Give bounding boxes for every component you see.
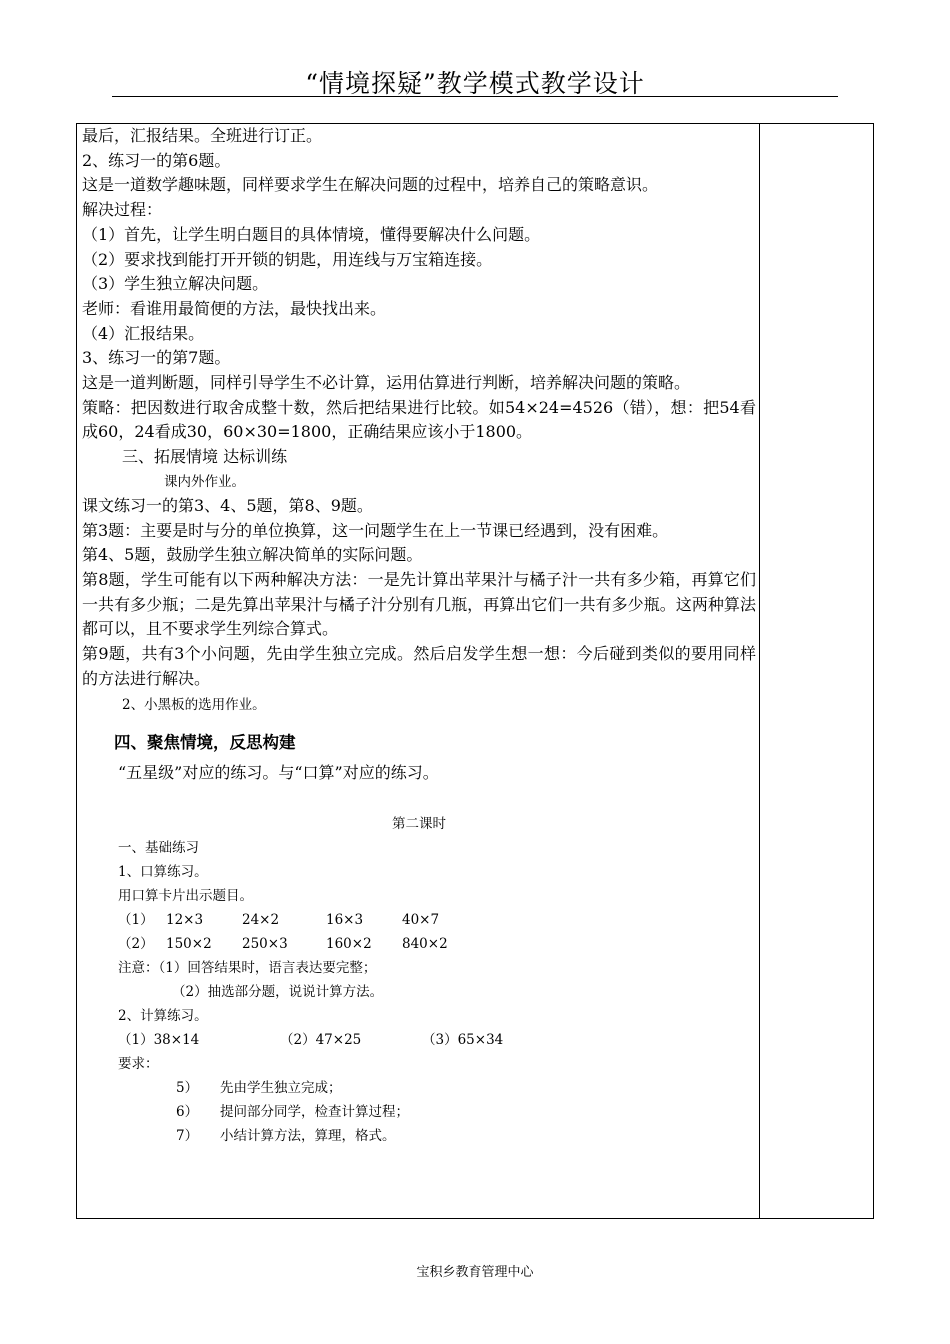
math-item: 24×2 <box>242 912 280 929</box>
row-label: （1） <box>118 912 154 929</box>
paragraph: （4）汇报结果。 <box>82 323 205 343</box>
paragraph: 策略：把因数进行取舍成整十数，然后把结果进行比较。如54×24=4526（错），想：把54看成60，24看成30，60×30=1800，正确结果应该小于1800。 <box>82 397 756 442</box>
math-item: 150×2 <box>166 936 212 953</box>
paragraph: 老师：看谁用最简便的方法，最快找出来。 <box>82 298 387 318</box>
math-item: （2）47×25 <box>280 1032 362 1049</box>
math-item: 12×3 <box>166 912 204 929</box>
paragraph: 第8题，学生可能有以下两种解决方法：一是先计算出苹果汁与橘子汁一共有多少箱，再算它们一共有多少瓶；二是先算出苹果汁与橘子汁分别有几瓶，再算出它们一共有多少瓶。这两种算法都可以，且不要求学生列综合算式。 <box>82 569 756 639</box>
requirement-number: 5） <box>176 1080 199 1097</box>
section-heading: 四、聚焦情境，反思构建 <box>114 733 296 753</box>
paragraph: 2、小黑板的选用作业。 <box>122 697 266 714</box>
oral-math-row <box>82 932 756 956</box>
lesson-title: 第二课时 <box>392 816 446 833</box>
paragraph: （2）要求找到能打开开锁的钥匙，用连线与万宝箱连接。 <box>82 249 493 269</box>
header-rule <box>112 96 838 97</box>
paragraph: 解决过程： <box>82 200 163 220</box>
paragraph: “五星级”对应的练习。与“口算”对应的练习。 <box>118 763 439 783</box>
page-title: “情境探疑”教学模式教学设计 <box>305 69 645 98</box>
requirement-number: 7） <box>176 1128 199 1145</box>
paragraph: 这是一道判断题，同样引导学生不必计算，运用估算进行判断，培养解决问题的策略。 <box>82 373 691 393</box>
math-item: 160×2 <box>326 936 372 953</box>
paragraph: 最后，汇报结果。全班进行订正。 <box>82 126 323 145</box>
paragraph: 2、练习一的第6题。 <box>82 150 231 170</box>
math-item: 840×2 <box>402 936 448 953</box>
paragraph: （2）抽选部分题，说说计算方法。 <box>172 984 384 1001</box>
paragraph: 这是一道数学趣味题，同样要求学生在解决问题的过程中，培养自己的策略意识。 <box>82 175 659 195</box>
math-item: 250×3 <box>242 936 288 953</box>
paragraph: （1）首先，让学生明白题目的具体情境，懂得要解决什么问题。 <box>82 224 541 244</box>
paragraph: 一、基础练习 <box>118 840 199 857</box>
requirement-item <box>82 1076 756 1100</box>
paragraph: 1、口算练习。 <box>118 864 208 881</box>
paragraph: 要求： <box>118 1056 159 1073</box>
lesson-content <box>82 124 756 1148</box>
requirement-text: 小结计算方法，算理，格式。 <box>220 1128 396 1145</box>
requirement-item <box>82 1100 756 1124</box>
requirement-number: 6） <box>176 1104 199 1121</box>
row-label: （2） <box>118 936 154 953</box>
section-heading: 三、拓展情境 达标训练 <box>122 447 288 467</box>
paragraph: 第3题：主要是时与分的单位换算，这一问题学生在上一节课已经遇到，没有困难。 <box>82 520 669 540</box>
paragraph: 用口算卡片出示题目。 <box>118 888 253 905</box>
math-item: 40×7 <box>402 912 440 929</box>
paragraph: 注意：（1）回答结果时，语言表达要完整； <box>118 960 377 977</box>
math-item: （1）38×14 <box>118 1032 200 1049</box>
paragraph: 3、练习一的第7题。 <box>82 348 231 368</box>
calc-row <box>82 1028 756 1052</box>
paragraph: 第4、5题，鼓励学生独立解决简单的实际问题。 <box>82 545 423 565</box>
math-item: （3）65×34 <box>422 1032 504 1049</box>
paragraph: （3）学生独立解决问题。 <box>82 274 269 294</box>
math-item: 16×3 <box>326 912 364 929</box>
paragraph: 课文练习一的第3、4、5题，第8、9题。 <box>82 495 373 515</box>
requirement-text: 先由学生独立完成； <box>220 1080 342 1097</box>
requirement-item <box>82 1124 756 1148</box>
footer-text: 宝积乡教育管理中心 <box>416 1265 534 1280</box>
paragraph: 课内外作业。 <box>164 473 245 490</box>
oral-math-row <box>82 908 756 932</box>
paragraph: 2、计算练习。 <box>118 1008 208 1025</box>
requirement-text: 提问部分同学，检查计算过程； <box>220 1104 409 1121</box>
paragraph: 第9题，共有3个小问题，先由学生独立完成。然后启发学生想一想：今后碰到类似的要用同样的方法进行解决。 <box>82 644 756 688</box>
column-divider <box>759 123 760 1219</box>
